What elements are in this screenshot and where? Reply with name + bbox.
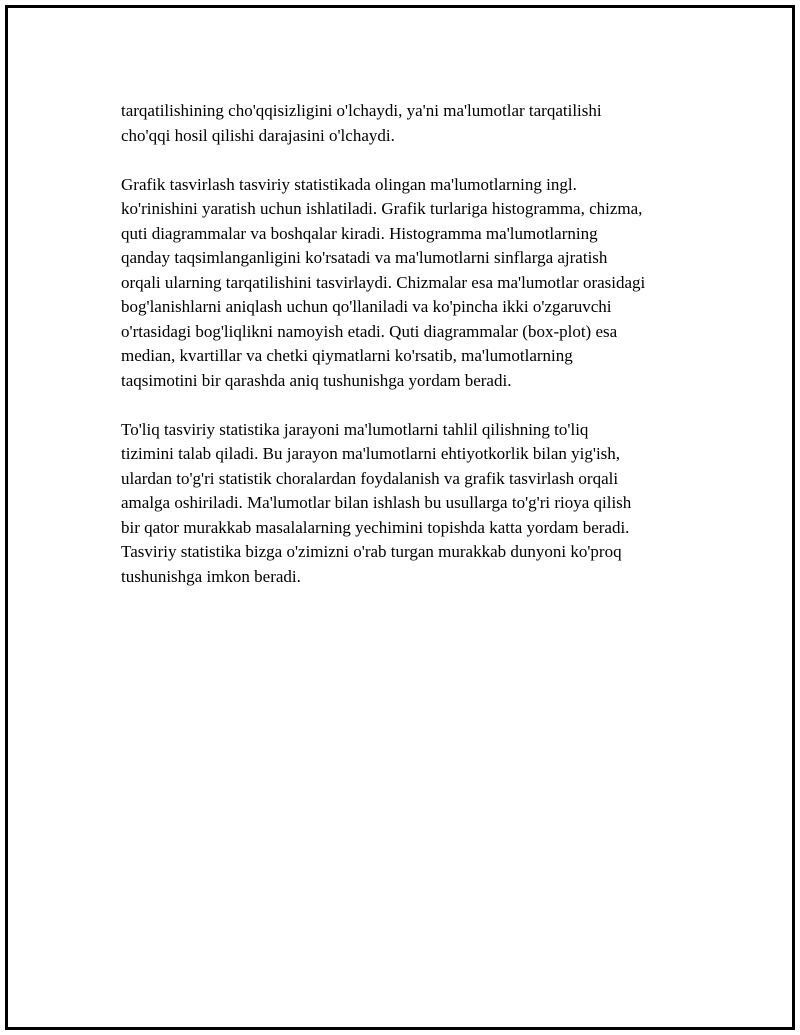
- paragraph-line: cho'qqi hosil qilishi darajasini o'lchaydi.: [121, 125, 395, 145]
- paragraph-line: median, kvartillar va chetki qiymatlarni ko'rsatib, ma'lumotlarning: [121, 346, 573, 365]
- paragraph-line: Grafik tasvirlash tasviriy statistikada olingan ma'lumotlarning ingl.: [121, 174, 577, 194]
- paragraph-line: To'liq tasviriy statistika jarayoni ma'lumotlarni tahlil qilishning to'liq: [121, 419, 589, 439]
- paragraph-line: tarqatilishining cho'qqisizligini o'lchaydi, ya'ni ma'lumotlar tarqatilishi: [121, 101, 602, 120]
- paragraph-line: bog'lanishlarni aniqlash uchun qo'llaniladi va ko'pincha ikki o'zgaruvchi: [121, 297, 612, 316]
- paragraph-line: quti diagrammalar va boshqalar kiradi. Histogramma ma'lumotlarning: [121, 223, 598, 243]
- paragraph-line: Tasviriy statistika bizga o'zimizni o'rab turgan murakkab dunyoni ko'proq: [121, 542, 622, 561]
- paragraph-line: ko'rinishini yaratish uchun ishlatiladi. Grafik turlariga histogramma, chizma,: [121, 199, 643, 218]
- paragraph-line: taqsimotini bir qarashda aniq tushunishga yordam beradi.: [121, 370, 512, 390]
- paragraph-line: bir qator murakkab masalalarning yechimini topishda katta yordam beradi.: [121, 517, 630, 537]
- paragraph-line: o'rtasidagi bog'liqlikni namoyish etadi. Quti diagrammalar (box-plot) esa: [121, 321, 618, 341]
- paragraph-descriptive-statistics-process: [121, 418, 706, 590]
- page-content: [121, 99, 706, 614]
- paragraph-kurtosis: [121, 99, 706, 148]
- paragraph-line: tizimini talab qiladi. Bu jarayon ma'lumotlarni ehtiyotkorlik bilan yig'ish,: [121, 444, 621, 463]
- paragraph-line: ulardan to'g'ri statistik choralardan foydalanish va grafik tasvirlash orqali: [121, 468, 619, 488]
- paragraph-line: amalga oshiriladi. Ma'lumotlar bilan ishlash bu usullarga to'g'ri rioya qilish: [121, 493, 632, 512]
- paragraph-line: orqali ularning tarqatilishini tasvirlaydi. Chizmalar esa ma'lumotlar orasidagi: [121, 272, 646, 292]
- paragraph-line: qanday taqsimlanganligini ko'rsatadi va ma'lumotlarni sinflarga ajratish: [121, 248, 608, 267]
- page-frame: [5, 5, 795, 1030]
- paragraph-graphical-representation: [121, 173, 706, 394]
- paragraph-line: tushunishga imkon beradi.: [121, 566, 301, 586]
